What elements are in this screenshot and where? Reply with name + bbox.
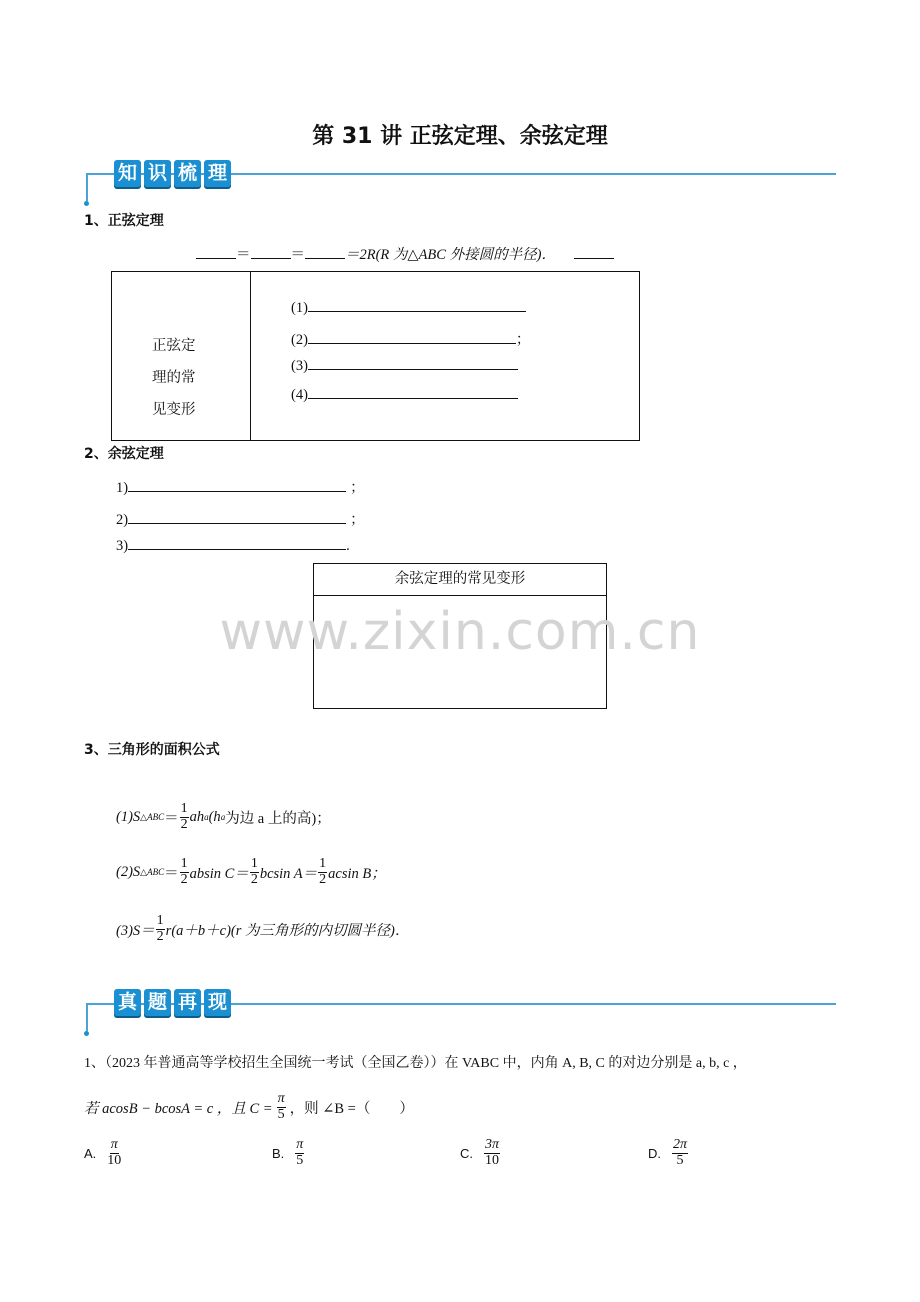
- fraction-num: π: [110, 1137, 118, 1152]
- option-label: C.: [460, 1145, 473, 1161]
- formula-part: bcsin A＝: [259, 865, 318, 882]
- fraction-half: [180, 802, 189, 832]
- fraction-num: 2π: [673, 1137, 688, 1152]
- formula-sub: △ABC: [140, 866, 165, 877]
- item-number: (4): [291, 387, 308, 403]
- option-b[interactable]: [272, 1138, 305, 1168]
- option-fraction: [107, 1138, 121, 1168]
- option-fraction: [295, 1138, 304, 1168]
- section-header-dot: [84, 1031, 89, 1036]
- area-formula-3: [116, 914, 409, 944]
- badge-char: 再: [174, 989, 201, 1016]
- page-title: 第 31 讲 正弦定理、余弦定理: [312, 124, 608, 149]
- section-badge-exam: [114, 989, 231, 1016]
- item-tail: ；: [515, 332, 531, 348]
- option-a[interactable]: [84, 1138, 122, 1168]
- section-badge-knowledge: [114, 160, 231, 187]
- fraction-half: [180, 857, 189, 887]
- fraction-pi-over-5: [277, 1092, 286, 1122]
- heading-area-formula: 3、三角形的面积公式: [84, 742, 220, 758]
- fraction-den: 5: [277, 1106, 285, 1122]
- formula-tail: ＝2R(R 为△ABC 外接圆的半径)．: [345, 247, 556, 263]
- answer-blank: [308, 331, 516, 344]
- fraction-den: 5: [296, 1152, 304, 1168]
- badge-char: 真: [114, 989, 141, 1016]
- question-stem-line2: [84, 1092, 414, 1122]
- formula-prefix: (2)S: [116, 863, 141, 880]
- formula-blank: [196, 246, 236, 259]
- table-left-label: [152, 330, 196, 426]
- answer-blank: [308, 299, 526, 312]
- equals-sign: ＝: [164, 810, 179, 827]
- fraction-den: 2: [156, 928, 164, 944]
- item-number: (1): [291, 300, 308, 316]
- fraction-half: [250, 857, 259, 887]
- badge-char: 题: [144, 989, 171, 1016]
- fraction-den: 2: [180, 816, 188, 832]
- fraction-den: 10: [107, 1152, 122, 1168]
- formula-blank: [574, 246, 614, 259]
- cosine-item: [116, 476, 365, 497]
- answer-blank: [128, 537, 346, 550]
- stem-part: 若 acosB − bcosA = c ，且 C =: [84, 1100, 273, 1117]
- cosine-item: [116, 508, 365, 529]
- box-divider: [313, 595, 607, 596]
- fraction-num: 3π: [485, 1137, 500, 1152]
- answer-blank: [128, 479, 346, 492]
- badge-char: 理: [204, 160, 231, 187]
- badge-char: 知: [114, 160, 141, 187]
- area-formula-1: [116, 802, 331, 832]
- fraction-den: 2: [319, 871, 327, 887]
- table-divider: [250, 271, 251, 440]
- option-c[interactable]: [460, 1138, 501, 1168]
- formula-part: (h: [208, 808, 221, 825]
- formula-prefix: (3)S＝: [116, 922, 155, 939]
- fraction-num: 1: [180, 801, 188, 816]
- variant-item: [291, 328, 530, 349]
- fraction-num: 1: [180, 856, 188, 871]
- fraction-half: [318, 857, 327, 887]
- option-fraction: [672, 1138, 688, 1168]
- section-header-dot: [84, 201, 89, 206]
- fraction-den: 5: [676, 1152, 684, 1168]
- fraction-num: 1: [319, 856, 327, 871]
- fraction-den: 10: [485, 1152, 499, 1168]
- formula-prefix: (1)S: [116, 808, 141, 825]
- fraction-num: 1: [156, 913, 164, 928]
- question-stem-line1: 1、（2023 年普通高等学校招生全国统一考试（全国乙卷））在 VABC 中，内角 A, B, C 的对边分别是 a, b, c ，: [84, 1056, 747, 1071]
- area-formula-2: [116, 857, 386, 887]
- fraction-num: π: [296, 1137, 304, 1152]
- section-header-tick: [86, 173, 88, 201]
- badge-char: 现: [204, 989, 231, 1016]
- variant-item: [291, 386, 518, 404]
- item-tail: ；: [350, 480, 365, 496]
- fraction-den: 2: [250, 871, 258, 887]
- formula-blank: [251, 246, 291, 259]
- box-title: 余弦定理的常见变形: [394, 571, 526, 587]
- stem-part: ，则 ∠B =（ ）: [289, 1100, 414, 1117]
- formula-part: ah: [189, 808, 205, 825]
- formula-sub: a: [220, 812, 226, 823]
- equals-sign: ＝: [236, 247, 251, 263]
- cosine-item: [116, 537, 350, 555]
- answer-blank: [308, 386, 518, 399]
- item-tail: ；: [350, 512, 365, 528]
- item-number: 3): [116, 538, 129, 554]
- item-number: (2): [291, 332, 308, 348]
- item-tail: .: [346, 538, 350, 554]
- label-line: 正弦定: [152, 338, 196, 354]
- formula-part: acsin B；: [328, 865, 386, 882]
- formula-part: r(a＋b＋c)(r 为三角形的内切圆半径)．: [165, 922, 410, 939]
- item-number: 2): [116, 512, 129, 528]
- sine-law-formula: [196, 243, 614, 264]
- fraction-half: [156, 914, 165, 944]
- watermark: www.zixin.com.cn: [219, 602, 701, 662]
- badge-char: 梳: [174, 160, 201, 187]
- formula-sub: a: [204, 812, 209, 823]
- variant-item: [291, 299, 526, 317]
- formula-part: 为边 a 上的高)；: [225, 810, 331, 827]
- answer-blank: [308, 357, 518, 370]
- formula-blank: [305, 246, 345, 259]
- equals-sign: ＝: [164, 865, 179, 882]
- variant-item: [291, 357, 518, 375]
- section-header-tick: [86, 1003, 88, 1031]
- answer-blank: [128, 511, 346, 524]
- option-label: A.: [84, 1145, 97, 1161]
- item-number: (3): [291, 358, 308, 374]
- option-fraction: [484, 1138, 500, 1168]
- option-label: D.: [648, 1145, 661, 1161]
- label-line: 见变形: [152, 402, 196, 418]
- badge-char: 识: [144, 160, 171, 187]
- heading-cosine-law: 2、余弦定理: [84, 446, 164, 462]
- equals-sign: ＝: [290, 247, 305, 263]
- formula-sub: △ABC: [140, 811, 165, 822]
- formula-part: absin C＝: [189, 865, 249, 882]
- fraction-num: π: [277, 1091, 285, 1106]
- label-line: 理的常: [152, 370, 196, 386]
- fraction-num: 1: [250, 856, 258, 871]
- item-number: 1): [116, 480, 129, 496]
- option-d[interactable]: [648, 1138, 689, 1168]
- fraction-den: 2: [180, 871, 188, 887]
- heading-sine-law: 1、正弦定理: [84, 213, 164, 229]
- option-label: B.: [272, 1145, 285, 1161]
